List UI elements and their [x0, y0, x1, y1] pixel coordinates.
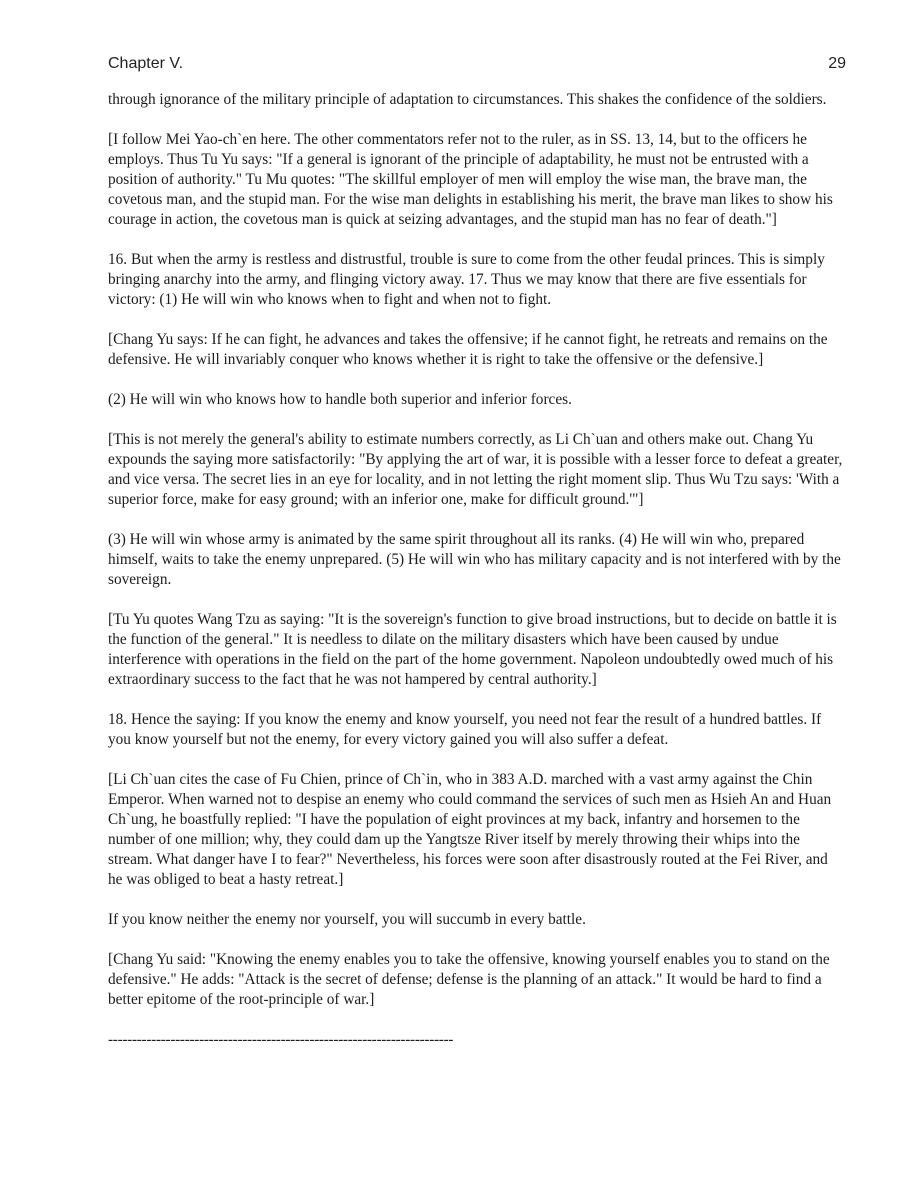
commentary-paragraph: [Chang Yu says: If he can fight, he advances and takes the offensive; if he cannot fight, he retreats and remains on the defensive. He will invariably conquer who knows whether it is right to take the offensive or the defensive.] — [108, 331, 828, 368]
commentary-paragraph: [I follow Mei Yao-ch`en here. The other commentators refer not to the ruler, as in SS. 13, 14, but to the officers he employs. Thus Tu Yu says: "If a general is ignorant of the principle of adaptability, he must not be entrusted with a position of authority." Tu Mu quotes: "The skillful employer of men will employ the wise man, the brave man, the covetous man, and the stupid man. For the wise man delights in establishing his merit, the brave man likes to show his courage in action, the covetous man is quick at seizing advantages, and the stupid man has no fear of death."] — [108, 131, 833, 228]
commentary-paragraph: [Chang Yu said: "Knowing the enemy enables you to take the offensive, knowing yourself enables you to stand on the defensive." He adds: "Attack is the secret of defense; defense is the planning of an attack." It would be hard to find a better epitome of the root-principle of war.] — [108, 951, 830, 1008]
paragraph: 18. Hence the saying: If you know the enemy and know yourself, you need not fear the result of a hundred battles. If you know yourself but not the enemy, for every victory gained you will also suffer a defeat. — [108, 711, 822, 748]
paragraph: (3) He will win whose army is animated by the same spirit throughout all its ranks. (4) He will win who, prepared himself, waits to take the enemy unprepared. (5) He will win who has military capacity and is not interfered with by the sovereign. — [108, 531, 841, 588]
paragraph: 16. But when the army is restless and distrustful, trouble is sure to come from the other feudal princes. This is simply bringing anarchy into the army, and flinging victory away. 17. Thus we may know that there are five essentials for victory: (1) He will win who knows when to fight and when not to fight. — [108, 251, 825, 308]
page-header — [108, 55, 846, 79]
paragraph: through ignorance of the military principle of adaptation to circumstances. This shakes the confidence of the soldiers. — [108, 91, 827, 108]
page-body — [108, 90, 843, 1050]
page-number: 29 — [828, 55, 846, 72]
commentary-paragraph: [Tu Yu quotes Wang Tzu as saying: "It is the sovereign's function to give broad instructions, but to decide on battle it is the function of the general." It is needless to dilate on the military disasters which have been caused by undue interference with operations in the field on the part of the home government. Napoleon undoubtedly owed much of his extraordinary success to the fact that he was not hampered by central authority.] — [108, 611, 837, 688]
paragraph: (2) He will win who knows how to handle both superior and inferior forces. — [108, 391, 572, 408]
separator-line: ------------------------------------------------------------------------ — [108, 1031, 454, 1048]
commentary-paragraph: [This is not merely the general's ability to estimate numbers correctly, as Li Ch`uan and others make out. Chang Yu expounds the saying more satisfactorily: "By applying the art of war, it is possible with a lesser force to defeat a greater, and vice versa. The secret lies in an eye for locality, and in not letting the right moment slip. Thus Wu Tzu says: 'With a superior force, make for easy ground; with an inferior one, make for difficult ground.'"] — [108, 431, 843, 508]
paragraph: If you know neither the enemy nor yourself, you will succumb in every battle. — [108, 911, 586, 928]
commentary-paragraph: [Li Ch`uan cites the case of Fu Chien, prince of Ch`in, who in 383 A.D. marched with a vast army against the Chin Emperor. When warned not to despise an enemy who could command the services of such men as Hsieh An and Huan Ch`ung, he boastfully replied: "I have the population of eight provinces at my back, infantry and horsemen to the number of one million; why, they could dam up the Yangtsze River itself by merely throwing their whips into the stream. What danger have I to fear?" Nevertheless, his forces were soon after disastrously routed at the Fei River, and he was obliged to beat a hasty retreat.] — [108, 771, 832, 888]
chapter-title: Chapter V. — [108, 55, 184, 72]
